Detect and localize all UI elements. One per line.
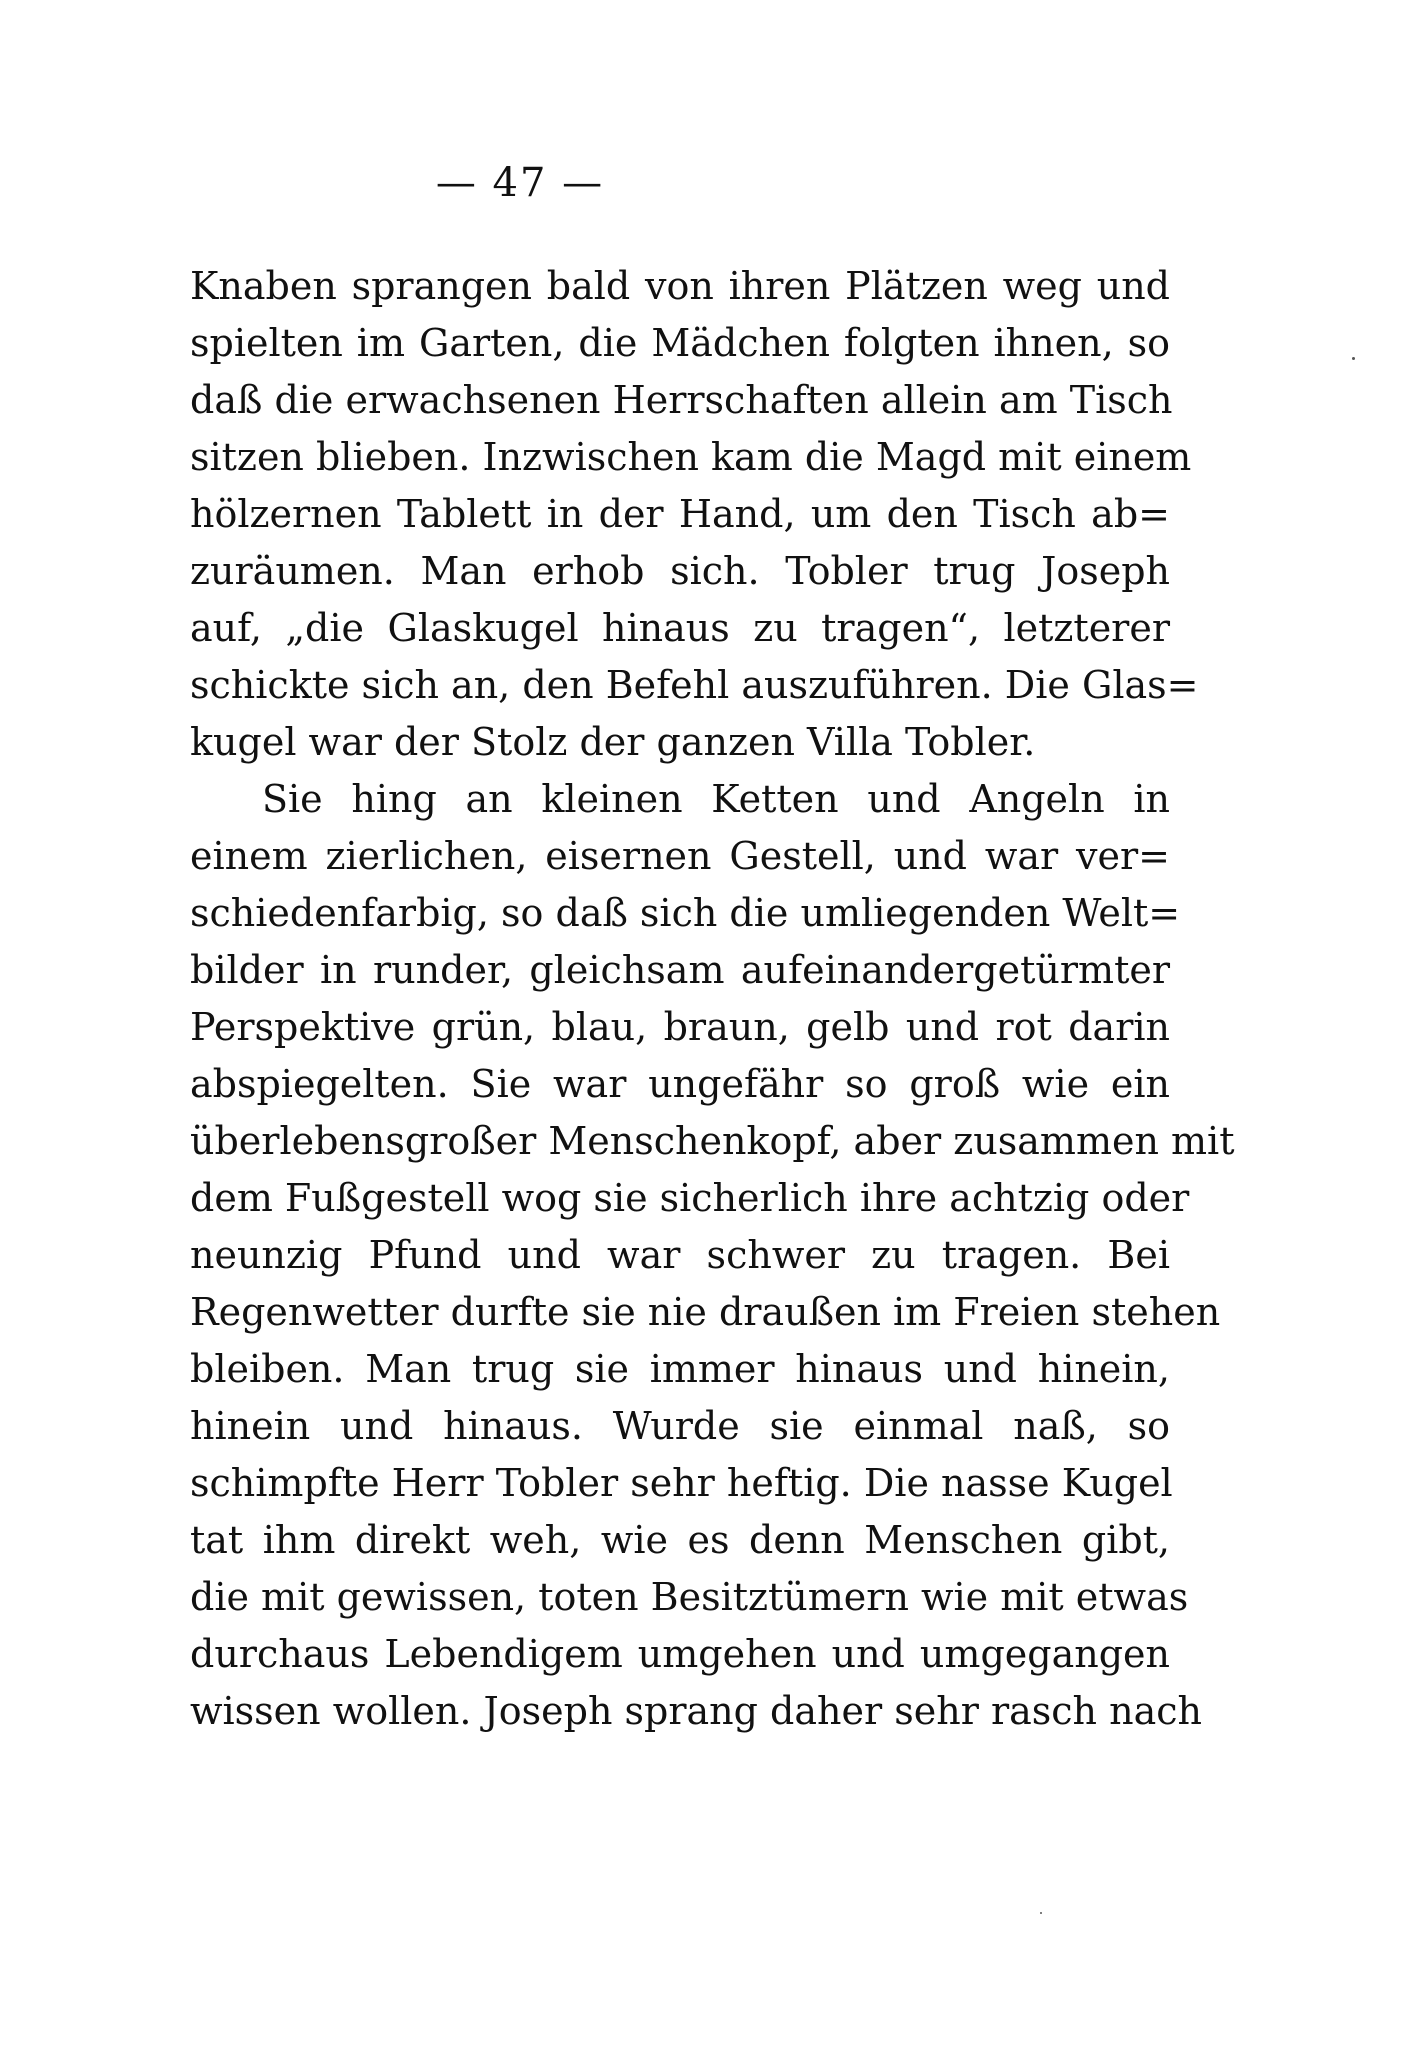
text-line: zuräumen. Man erhob sich. Tobler trug Joseph — [190, 549, 1170, 593]
text-line: wissen wollen. Joseph sprang daher sehr rasch nach — [190, 1689, 1202, 1733]
text-line: spielten im Garten, die Mädchen folgten ihnen, so — [190, 321, 1170, 365]
text-line: daß die erwachsenen Herrschaften allein am Tisch — [190, 378, 1173, 422]
text-line: bilder in runder, gleichsam aufeinandergetürmter — [190, 948, 1170, 992]
text-line: durchaus Lebendigem umgehen und umgegangen — [190, 1632, 1170, 1676]
text-line: hinein und hinaus. Wurde sie einmal naß, so — [190, 1404, 1170, 1448]
text-line: Perspektive grün, blau, braun, gelb und rot darin — [190, 1005, 1170, 1049]
text-line: schiedenfarbig, so daß sich die umliegenden Welt= — [190, 891, 1181, 935]
text-line: schickte sich an, den Befehl auszuführen. Die Glas= — [190, 663, 1199, 707]
print-speck — [1352, 357, 1355, 360]
text-line: einem zierlichen, eisernen Gestell, und war ver= — [190, 834, 1170, 878]
text-line: Knaben sprangen bald von ihren Plätzen weg und — [190, 264, 1170, 308]
text-line: auf, „die Glaskugel hinaus zu tragen“, letzterer — [190, 606, 1170, 650]
body-text — [190, 258, 1235, 1740]
text-line: überlebensgroßer Menschenkopf, aber zusammen mit — [190, 1119, 1235, 1163]
text-line: hölzernen Tablett in der Hand, um den Tisch ab= — [190, 492, 1170, 536]
text-line: schimpfte Herr Tobler sehr heftig. Die nasse Kugel — [190, 1461, 1173, 1505]
text-line: tat ihm direkt weh, wie es denn Menschen gibt, — [190, 1518, 1170, 1562]
text-line: bleiben. Man trug sie immer hinaus und hinein, — [190, 1347, 1170, 1391]
text-line: Sie hing an kleinen Ketten und Angeln in — [262, 777, 1170, 821]
text-line: die mit gewissen, toten Besitztümern wie mit etwas — [190, 1575, 1189, 1619]
text-line: Regenwetter durfte sie nie draußen im Freien stehen — [190, 1290, 1221, 1334]
text-line: dem Fußgestell wog sie sicherlich ihre achtzig oder — [190, 1176, 1190, 1220]
text-line: neunzig Pfund und war schwer zu tragen. Bei — [190, 1233, 1170, 1277]
text-line: sitzen blieben. Inzwischen kam die Magd mit einem — [190, 435, 1192, 479]
text-line: abspiegelten. Sie war ungefähr so groß wie ein — [190, 1062, 1170, 1106]
print-speck — [1040, 1912, 1042, 1914]
text-line: kugel war der Stolz der ganzen Villa Tobler. — [190, 720, 1036, 764]
page-number: — 47 — — [435, 160, 605, 206]
